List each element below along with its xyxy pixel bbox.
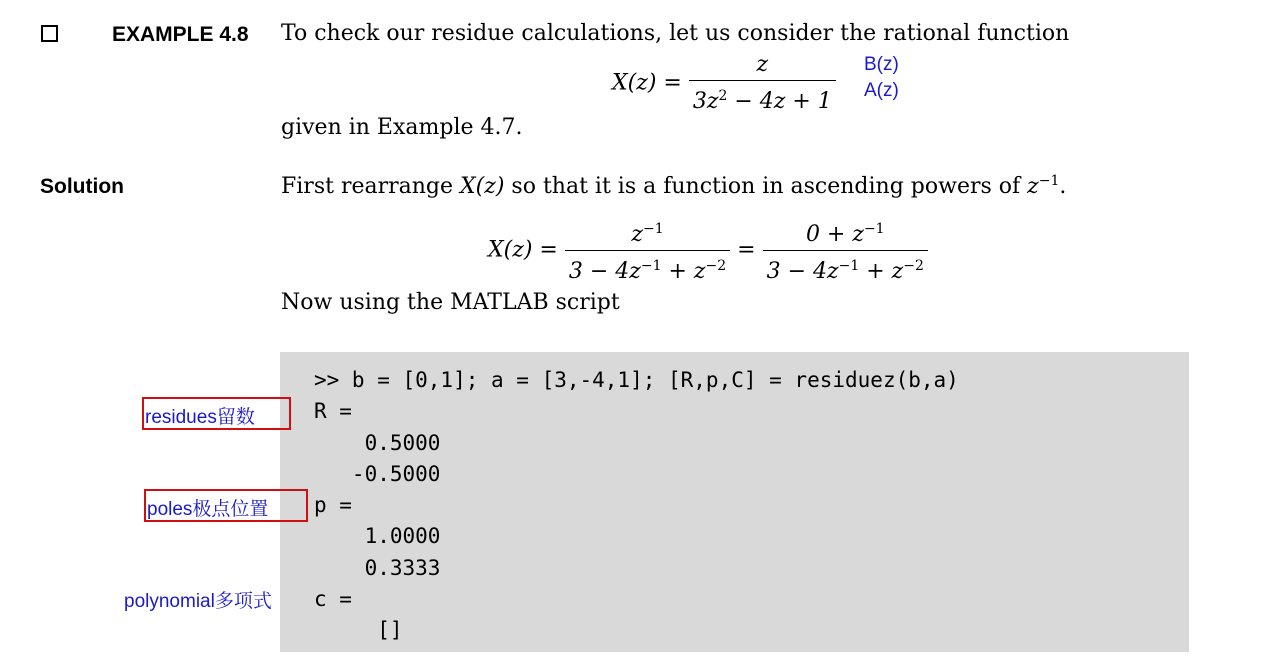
annotation-polynomial: polynomial多项式 xyxy=(124,591,272,612)
eq2-f1-den-a-exp: −1 xyxy=(640,258,662,274)
solution-text-var: z xyxy=(1027,174,1039,199)
code-line: p = xyxy=(314,493,352,518)
annotation-bz: B(z) xyxy=(864,54,899,75)
code-line: 0.3333 xyxy=(314,555,441,580)
eq2-f1-den-b-exp: −2 xyxy=(705,258,727,274)
code-line: >> b = [0,1]; a = [3,-4,1]; [R,p,C] = residuez(b,a) xyxy=(314,368,959,392)
solution-text xyxy=(281,173,1066,199)
code-line: R = xyxy=(314,399,352,424)
eq2-f2-den-b-exp: −2 xyxy=(903,258,924,274)
equation-1 xyxy=(612,52,836,115)
eq1-lhs: X(z) = xyxy=(612,70,682,96)
eq2-f1-num-exp: −1 xyxy=(642,221,664,237)
eq2-f1-den-a: 3 − 4z xyxy=(568,259,641,284)
eq1-numerator: z xyxy=(756,52,769,77)
eq2-f2-num-exp: −1 xyxy=(863,221,885,237)
eq2-f1-den-b: + z xyxy=(661,259,706,284)
annotation-residues: residues留数 xyxy=(145,407,255,428)
code-line: -0.5000 xyxy=(314,461,441,486)
solution-text-pre: First rearrange xyxy=(281,174,461,199)
eq2-lhs: X(z) = xyxy=(488,237,558,263)
solution-text-post: so that it is a function in ascending powers of xyxy=(504,174,1028,199)
solution-label: Solution xyxy=(40,175,124,198)
eq2-f2-num-base: 0 + z xyxy=(805,222,864,247)
eq1-denominator xyxy=(689,80,836,115)
eq2-f1-num-base: z xyxy=(631,222,643,247)
eq2-fraction-2 xyxy=(763,216,928,285)
solution-text-exp: −1 xyxy=(1038,173,1060,189)
eq2-equals: = xyxy=(737,237,756,263)
code-block xyxy=(314,365,959,647)
eq2-f2-denominator xyxy=(763,250,928,285)
code-line: [] xyxy=(314,618,403,643)
code-line: 0.5000 xyxy=(314,430,441,455)
eq2-f2-den-a-exp: −1 xyxy=(838,258,860,274)
eq2-f2-numerator xyxy=(802,216,889,250)
eq2-fraction-1 xyxy=(565,216,730,285)
solution-text-end: . xyxy=(1059,174,1067,199)
eq1-den-term: 3z xyxy=(692,89,719,114)
eq1-fraction xyxy=(689,52,836,115)
code-line: 1.0000 xyxy=(314,524,441,549)
solution-text-xz: X(z) xyxy=(460,174,505,199)
equation-2 xyxy=(488,216,928,285)
annotation-az: A(z) xyxy=(864,80,899,101)
eq1-den-exponent: 2 xyxy=(718,88,728,104)
eq2-f2-den-a: 3 − 4z xyxy=(766,259,839,284)
checkbox-marker xyxy=(41,25,58,42)
matlab-intro-text: Now using the MATLAB script xyxy=(281,290,620,315)
example-intro-text: To check our residue calculations, let us consider the rational function xyxy=(281,21,1070,46)
annotation-poles: poles极点位置 xyxy=(147,499,269,520)
eq2-f1-denominator xyxy=(565,250,730,285)
eq1-den-rest: − 4z + 1 xyxy=(727,89,832,114)
example-label: EXAMPLE 4.8 xyxy=(112,23,249,46)
eq2-f1-numerator xyxy=(627,216,667,250)
code-line: c = xyxy=(314,587,352,612)
example-after-text: given in Example 4.7. xyxy=(281,115,523,140)
eq2-f2-den-b: + z xyxy=(859,259,904,284)
